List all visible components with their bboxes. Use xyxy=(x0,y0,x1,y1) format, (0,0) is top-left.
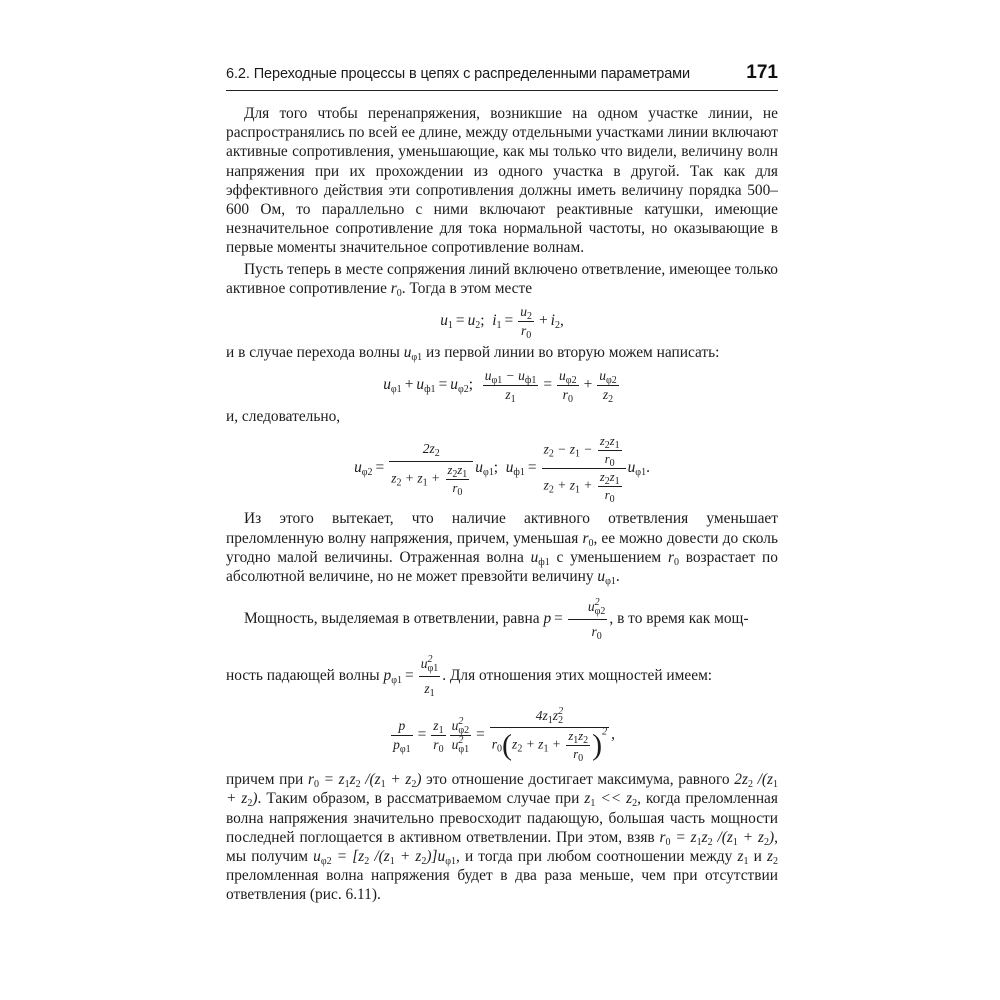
paragraph-8: причем при $r_0 = z_1z_2$ $/(z_1 + z_2)$ это отношение достигает максимума, равного $2z_2$ $/(z_1 + z_2)$. Таким образом, в рассматриваемом случае при $z_1 << z_2$, когда преломленная волна напряжения значительно превосходит падающую, большая часть мощности последней поглощается в активном ответвлении. При этом, взяв $r_0 = z_1z_2$ $/(z_1 + z_2)$, мы получим $u_{\varphi 2} = [z_2$ $/(z_1 + z_2)]u_{\varphi 1}$, и тогда при любом соотношении между $z_1$ и $z_2$ преломленная волна напряжения будет в два раза меньше, чем при отсутствии ответвления (рис. 6.11). xyxy=(226,771,778,904)
equation-2: $u_{\varphi 1} + u_{ф1} = u_{\varphi 2}$; $\frac{u_{\varphi 1} - u_{ф1}}{z_1}$ = $\frac{u_{\varphi 2}}{r_0}$ + $\frac{u_{\varphi 2}}{z_2}$ xyxy=(383,368,617,406)
paragraph-7: ность падающей волны $p_{\varphi 1}$ = $\frac{u^2_{\varphi 1}}{z_1}$ . Для отношения этих мощностей имеем: xyxy=(226,654,713,700)
paragraph-1: Для того чтобы перенапряжения, возникшие на одном участке линии, не распространялись по всей ее длине, между отдельными участками линии включают активные сопротивления, уменьшающие, как мы только что видели, величину волн напряжения при их прохождении из одного участка в другой. Так как для эффективного действия эти сопротивления должны иметь величину порядка 500–600 Ом, то параллельно с ними включают реактивные катушки, имеющие незначительное сопротивление для тока нормальной частоты, но оказывающие в первые моменты значительное сопротивление волнам. xyxy=(226,105,778,257)
paragraph-3: и в случае перехода волны $u_{\varphi 1}$ из первой линии во вторую можем написать: xyxy=(226,344,720,364)
paragraph-2: Пусть теперь в месте сопряжения линий включено ответвление, имеющее только активное сопротивление $r_0$. Тогда в этом месте xyxy=(226,260,778,299)
equation-4: $\frac{p}{p_{\varphi 1}}$ = $\frac{z_1}{r_0}$ $\frac{u^2_{\varphi 2}}{u^2_{\varphi 1}}$ = $4z_1z^2_2$ $r_0(z_2 + z_1$ + $\frac{z_1z_2}{r_0}$ )$^2$ , xyxy=(393,706,615,765)
paragraph-6: Мощность, выделяемая в ответвлении, равна p = $\frac{u^2_{\varphi 2}}{r_0}$ , в то время как мощ- xyxy=(244,597,749,643)
equation-1: $u_1 = u_2$; $i_1$ = $\frac{u_2}{r_0}$ + $i_2$, xyxy=(440,304,564,342)
paragraph-4: и, следовательно, xyxy=(226,408,341,426)
formula-r0: $r_0$ xyxy=(390,279,402,299)
running-header xyxy=(226,62,778,91)
header-title: 6.2. Переходные процессы в цепях с распределенными параметрами xyxy=(226,66,691,82)
page-body xyxy=(226,104,778,905)
page-number: 171 xyxy=(746,62,778,83)
paragraph-5: Из этого вытекает, что наличие активного ответвления уменьшает преломленную волну напряжения, причем, уменьшая $r_0$, ее можно довести до сколь угодно малой величины. Отраженная волна $u_{ф1}$ с уменьшением $r_0$ возрастает по абсолютной величине, но не может превзойти величину $u_{\varphi 1}$. xyxy=(226,510,778,588)
equation-3: $u_{\varphi 2}$ = $2z_2$ $z_2 + z_1$ + $\frac{z_2z_1}{r_0}$ $u_{\varphi 1}$; $u_{ф1}$ = $z_2 - z_1$ − $\frac{z_2z_1}{r_0}$ $z_2 + z_1$ + $\frac{z_2z_1}{r_0}$ $u_{\varphi 1}$. xyxy=(354,434,650,506)
